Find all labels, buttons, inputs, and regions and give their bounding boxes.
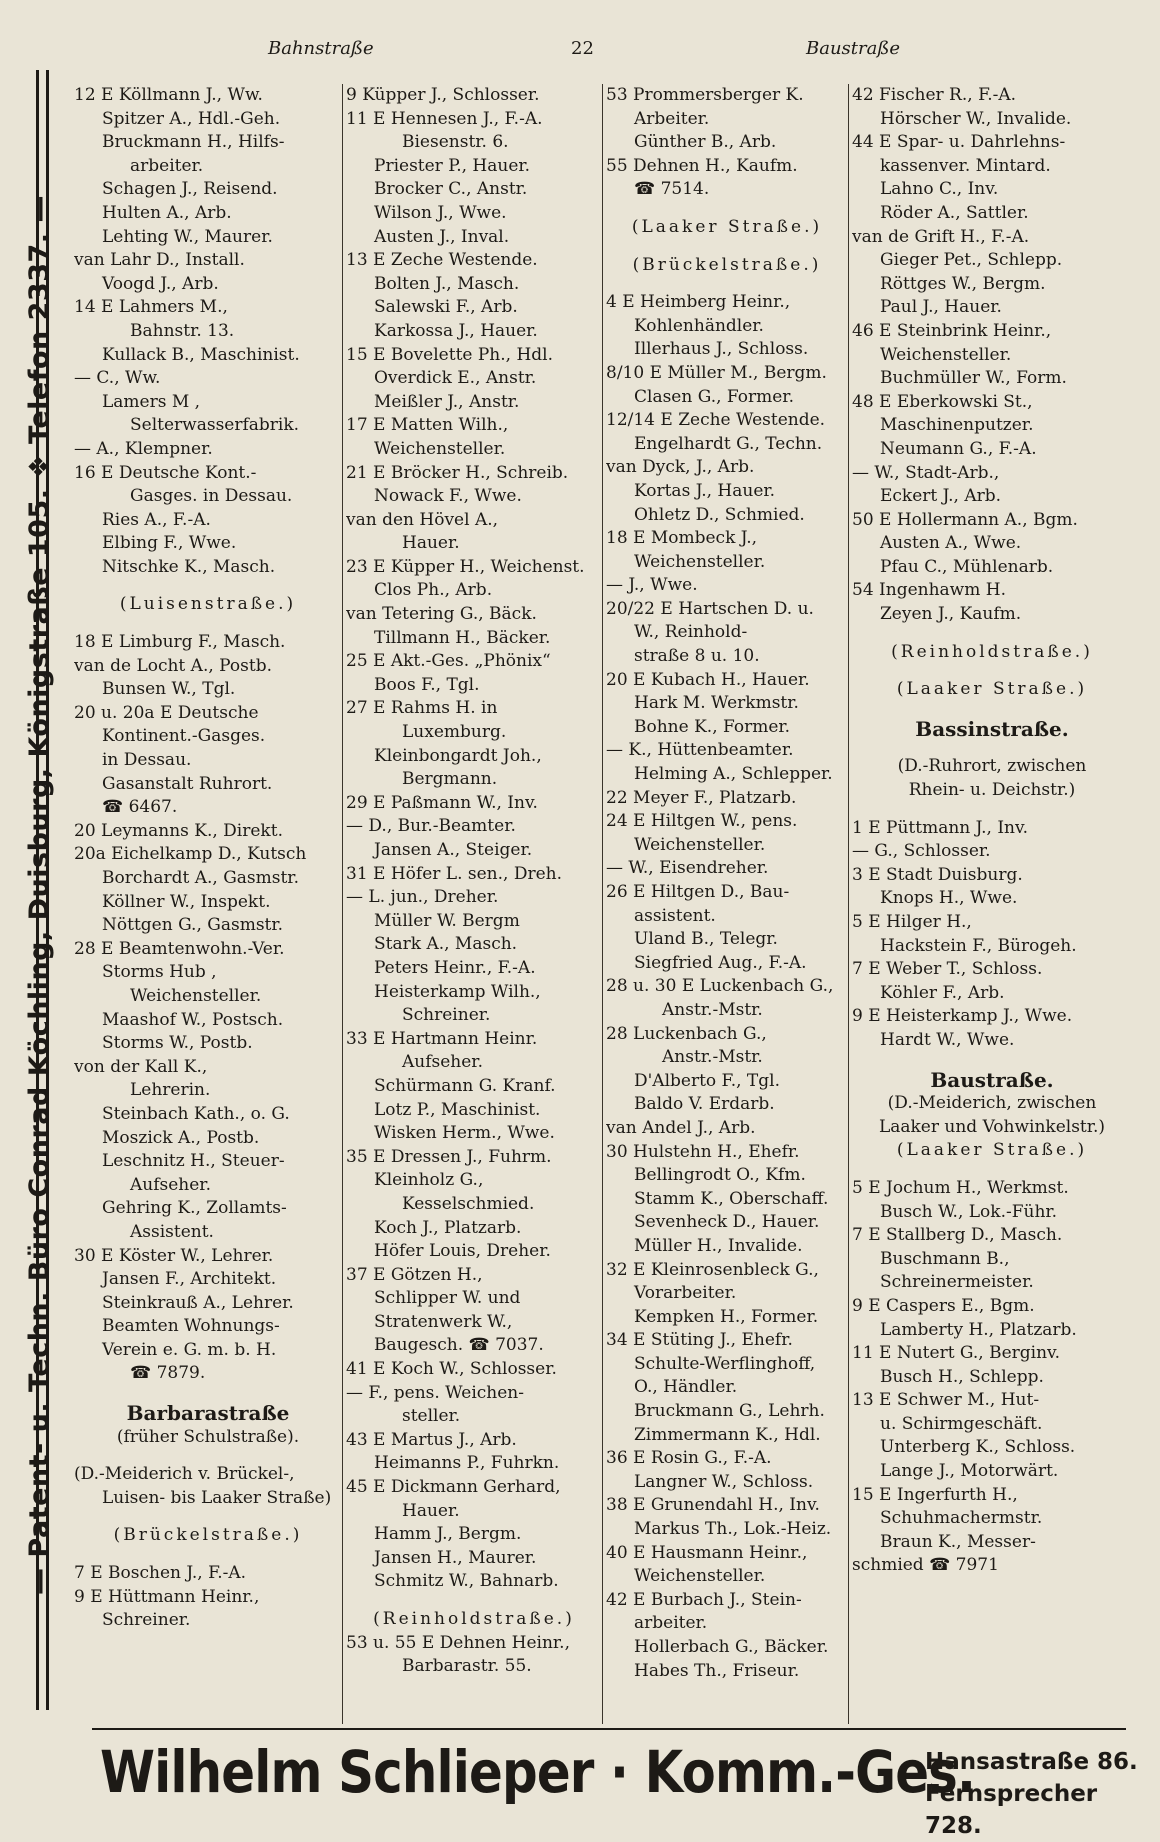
directory-entry: Bruckmann H., Hilfs-	[102, 132, 285, 153]
directory-entry: kassenver. Mintard.	[880, 155, 1051, 176]
directory-entry: 46 E Steinbrink Heinr.,	[852, 320, 1052, 341]
directory-entry: Stratenwerk W.,	[374, 1311, 513, 1332]
directory-entry: 20/22 E Hartschen D. u.	[606, 598, 814, 619]
directory-entry: Lahno C., Inv.	[880, 179, 999, 200]
directory-entry: 34 E Stüting J., Ehefr.	[606, 1330, 793, 1351]
directory-entry: Nowack F., Wwe.	[374, 486, 522, 507]
column-divider	[342, 84, 343, 1724]
directory-entry: Boos F., Tgl.	[374, 674, 480, 695]
directory-entry: — K., Hüttenbeamter.	[606, 740, 794, 761]
directory-entry: Spitzer A., Hdl.-Geh.	[102, 108, 281, 129]
entry-spacer	[606, 240, 848, 254]
directory-entry: Hardt W., Wwe.	[880, 1029, 1015, 1050]
directory-entry: Weichensteller.	[374, 438, 506, 459]
entry-spacer	[74, 1510, 342, 1524]
directory-entry: Arbeiter.	[634, 108, 710, 129]
directory-entry: Heisterkamp Wilh.,	[374, 981, 541, 1002]
directory-entry: Storms W., Postb.	[102, 1033, 253, 1054]
directory-entry: Peters Heinr., F.-A.	[374, 957, 536, 978]
entry-spacer	[74, 1449, 342, 1463]
directory-entry: 7 E Stallberg D., Masch.	[852, 1225, 1063, 1246]
directory-entry: Jansen H., Maurer.	[374, 1547, 537, 1568]
directory-entry: van Andel J., Arb.	[606, 1117, 756, 1138]
directory-entry: Köllner W., Inspekt.	[102, 891, 271, 912]
directory-entry: 17 E Matten Wilh.,	[346, 415, 509, 436]
directory-entry: Müller H., Invalide.	[634, 1235, 803, 1256]
street-heading: Baustraße.	[930, 1067, 1054, 1092]
running-head-right: Baustraße	[806, 38, 901, 59]
entry-spacer	[852, 664, 1132, 678]
directory-entry: 23 E Küpper H., Weichenst.	[346, 556, 585, 577]
directory-entry: Kleinholz G.,	[374, 1170, 484, 1191]
directory-entry: 20a Eichelkamp D., Kutsch	[74, 844, 307, 865]
directory-entry: Hauer.	[402, 533, 460, 554]
directory-entry: Röder A., Sattler.	[880, 202, 1029, 223]
directory-entry: 33 E Hartmann Heinr.	[346, 1028, 538, 1049]
entry-spacer	[852, 1163, 1132, 1177]
directory-entry: Stark A., Masch.	[374, 934, 518, 955]
directory-entry: Lehrerin.	[130, 1080, 211, 1101]
column-divider	[602, 84, 603, 1724]
directory-entry: 11 E Nutert G., Berginv.	[852, 1343, 1061, 1364]
directory-entry: Günther B., Arb.	[634, 132, 777, 153]
directory-entry: von der Kall K.,	[74, 1056, 208, 1077]
directory-entry: — L. jun., Dreher.	[346, 887, 499, 908]
directory-entry: Schreiner.	[402, 1005, 491, 1026]
directory-entry: 53 Prommersberger K.	[606, 85, 804, 105]
directory-entry: Steinkrauß A., Lehrer.	[102, 1292, 294, 1313]
directory-entry: Clasen G., Former.	[634, 386, 794, 407]
running-head-left: Bahnstraße	[268, 38, 374, 59]
directory-entry: — F., pens. Weichen-	[346, 1382, 524, 1403]
directory-entry: 29 E Paßmann W., Inv.	[346, 792, 538, 813]
entry-spacer	[852, 741, 1132, 755]
directory-entry: Engelhardt G., Techn.	[634, 433, 823, 454]
directory-entry: 40 E Hausmann Heinr.,	[606, 1542, 808, 1563]
directory-entry: 53 u. 55 E Dehnen Heinr.,	[346, 1632, 570, 1653]
directory-entry: Salewski F., Arb.	[374, 297, 518, 318]
directory-entry: Zeyen J., Kaufm.	[880, 604, 1022, 625]
directory-entry: Helming A., Schlepper.	[634, 764, 833, 785]
directory-entry: 28 u. 30 E Luckenbach G.,	[606, 976, 834, 997]
directory-entry: 41 E Koch W., Schlosser.	[346, 1359, 557, 1380]
directory-entry: Brocker C., Anstr.	[374, 179, 528, 200]
directory-entry: 28 Luckenbach G.,	[606, 1023, 767, 1044]
directory-entry: Priester P., Hauer.	[374, 155, 531, 176]
directory-entry: 1 E Püttmann J., Inv.	[852, 817, 1029, 838]
directory-entry: Aufseher.	[402, 1052, 483, 1073]
directory-entry: schmied ☎ 7971	[852, 1555, 999, 1576]
directory-entry: Meißler J., Anstr.	[374, 391, 520, 412]
directory-entry: Moszick A., Postb.	[102, 1127, 260, 1148]
directory-entry: Luxemburg.	[402, 722, 507, 743]
directory-entry: 9 E Hüttmann Heinr.,	[74, 1586, 260, 1607]
directory-entry: Braun K., Messer-	[880, 1531, 1036, 1552]
directory-entry: Kontinent.-Gasges.	[102, 726, 266, 747]
directory-entry: Schreiner.	[102, 1610, 191, 1631]
directory-entry: Anstr.-Mstr.	[662, 999, 763, 1020]
directory-entry: 54 Ingenhawm H.	[852, 580, 1006, 601]
directory-entry: Höfer Louis, Dreher.	[374, 1241, 551, 1262]
directory-entry: Hollerbach G., Bäcker.	[634, 1637, 829, 1657]
entry-spacer	[606, 277, 848, 291]
directory-entry: Schreinermeister.	[880, 1272, 1034, 1293]
directory-entry: Schmitz W., Bahnarb.	[374, 1571, 559, 1592]
directory-entry: van de Grift H., F.-A.	[852, 226, 1030, 247]
directory-entry: Bellingrodt O., Kfm.	[634, 1165, 806, 1186]
street-note: (Laaker Straße.)	[631, 216, 823, 237]
street-note: (Brückelstraße.)	[632, 254, 822, 275]
directory-entry: — G., Schlosser.	[852, 841, 991, 862]
directory-entry: Maschinenputzer.	[880, 415, 1034, 436]
entry-spacer	[852, 1053, 1132, 1067]
directory-entry: 42 Fischer R., F.-A.	[852, 85, 1017, 105]
directory-entry: Bolten J., Masch.	[374, 273, 520, 294]
entry-spacer	[74, 617, 342, 631]
directory-entry: Röttges W., Bergm.	[880, 273, 1046, 294]
directory-entry: ☎ 6467.	[102, 797, 178, 818]
directory-entry: 12/14 E Zeche Westende.	[606, 410, 826, 431]
directory-entry: straße 8 u. 10.	[634, 646, 760, 667]
directory-entry: ☎ 7879.	[130, 1363, 206, 1384]
street-heading: Bassinstraße.	[915, 716, 1069, 741]
directory-entry: 8/10 E Müller M., Bergm.	[606, 362, 827, 383]
directory-entry: Hark M. Werkmstr.	[634, 693, 799, 714]
directory-entry: 5 E Jochum H., Werkmst.	[852, 1177, 1069, 1198]
column-1	[74, 84, 342, 1724]
directory-entry: ☎ 7514.	[634, 179, 710, 200]
directory-entry: Kleinbongardt Joh.,	[374, 745, 542, 766]
entry-spacer	[74, 1548, 342, 1562]
directory-entry: Pfau C., Mühlenarb.	[880, 556, 1054, 577]
directory-entry: Anstr.-Mstr.	[662, 1047, 763, 1068]
directory-entry: 20 u. 20a E Deutsche	[74, 702, 259, 723]
directory-entry: 15 E Ingerfurth H.,	[852, 1484, 1018, 1505]
directory-entry: Weichensteller.	[634, 1566, 766, 1587]
directory-entry: — D., Bur.-Beamter.	[346, 816, 516, 837]
entry-spacer	[852, 803, 1132, 817]
directory-entry: 26 E Hiltgen D., Bau-	[606, 882, 790, 902]
directory-entry: Bohne K., Former.	[634, 716, 791, 737]
directory-entry: Wilson J., Wwe.	[374, 202, 507, 223]
directory-entry: Weichensteller.	[634, 834, 766, 855]
directory-entry: 18 E Mombeck J.,	[606, 528, 758, 549]
street-note: (Luisenstraße.)	[119, 594, 297, 615]
directory-entry: Lotz P., Maschinist.	[374, 1099, 541, 1120]
directory-entry: Neumann G., F.-A.	[880, 438, 1037, 459]
directory-entry: Laaker und Vohwinkelstr.)	[878, 1116, 1106, 1137]
directory-entry: Schlipper W. und	[374, 1288, 521, 1309]
directory-entry: 48 E Eberkowski St.,	[852, 391, 1033, 412]
directory-entry: Zimmermann K., Hdl.	[634, 1424, 821, 1445]
directory-entry: 42 E Burbach J., Stein-	[606, 1589, 802, 1610]
directory-entry: Hauer.	[402, 1500, 460, 1521]
directory-entry: Schagen J., Reisend.	[102, 179, 278, 200]
directory-entry: u. Schirmgeschäft.	[880, 1413, 1043, 1434]
footer-advertiser: Wilhelm Schlieper · Komm.-Ges.	[100, 1738, 976, 1806]
directory-entry: Selterwasserfabrik.	[130, 415, 300, 436]
directory-entry: Habes Th., Friseur.	[634, 1660, 800, 1681]
street-heading: Barbarastraße	[126, 1401, 290, 1426]
directory-entry: Nitschke K., Masch.	[102, 556, 276, 577]
directory-entry: O., Händler.	[634, 1377, 738, 1398]
directory-entry: 37 E Götzen H.,	[346, 1264, 483, 1285]
directory-entry: Stamm K., Oberschaff.	[634, 1188, 829, 1209]
directory-entry: Lange J., Motorwärt.	[880, 1461, 1059, 1482]
directory-entry: Sevenheck D., Hauer.	[634, 1212, 820, 1233]
directory-entry: 14 E Lahmers M.,	[74, 297, 228, 318]
column-4	[852, 84, 1132, 1724]
directory-entry: 18 E Limburg F., Masch.	[74, 632, 286, 653]
directory-entry: 30 E Köster W., Lehrer.	[74, 1245, 274, 1266]
directory-entry: — A., Klempner.	[74, 438, 213, 459]
footer-address	[925, 1746, 1160, 1842]
entry-spacer	[852, 702, 1132, 716]
directory-entry: 9 E Heisterkamp J., Wwe.	[852, 1006, 1073, 1027]
directory-entry: Hörscher W., Invalide.	[880, 108, 1072, 129]
directory-entry: Gieger Pet., Schlepp.	[880, 250, 1063, 271]
directory-entry: Müller W. Bergm	[374, 910, 520, 931]
directory-entry: 16 E Deutsche Kont.-	[74, 462, 257, 483]
directory-entry: Köhler F., Arb.	[880, 982, 1005, 1003]
directory-entry: 11 E Hennesen J., F.-A.	[346, 108, 543, 129]
directory-entry: 7 E Weber T., Schloss.	[852, 959, 1043, 980]
directory-entry: Ries A., F.-A.	[102, 509, 211, 530]
column-divider	[848, 84, 849, 1724]
directory-entry: Verein e. G. m. b. H.	[102, 1339, 277, 1360]
directory-entry: Kempken H., Former.	[634, 1306, 819, 1327]
directory-entry: D'Alberto F., Tgl.	[634, 1070, 780, 1091]
directory-entry: Assistent.	[130, 1221, 214, 1242]
directory-entry: Koch J., Platzarb.	[374, 1217, 522, 1238]
directory-entry: Ohletz D., Schmied.	[634, 504, 805, 525]
directory-entry: arbeiter.	[130, 155, 204, 176]
directory-entry: Barbarastr. 55.	[402, 1656, 532, 1677]
directory-entry: Lamers M ,	[102, 391, 201, 412]
directory-entry: Gasges. in Dessau.	[130, 486, 293, 507]
directory-entry: Buschmann B.,	[880, 1248, 1010, 1269]
directory-entry: 7 E Boschen J., F.-A.	[74, 1563, 247, 1584]
directory-entry: Busch H., Schlepp.	[880, 1366, 1044, 1387]
directory-entry: 5 E Hilger H.,	[852, 912, 972, 932]
directory-entry: 13 E Schwer M., Hut-	[852, 1390, 1040, 1411]
sidebar-advertisement-text: — Patent- u. Techn. Büro Conrad Köchling, Duisburg, Königstraße 105. ❖ Telefon 2337. —	[24, 195, 55, 1595]
footer-phone: Fernsprecher 728.	[925, 1781, 1098, 1839]
directory-entry: Kohlenhändler.	[634, 315, 764, 336]
column-3	[606, 84, 848, 1724]
directory-entry: Biesenstr. 6.	[402, 132, 509, 153]
directory-entry: van Tetering G., Bäck.	[346, 604, 537, 625]
directory-entry: 50 E Hollermann A., Bgm.	[852, 509, 1078, 530]
directory-entry: Austen A., Wwe.	[880, 533, 1022, 554]
directory-entry: Aufseher.	[130, 1174, 211, 1195]
street-note: (D.-Ruhrort, zwischen	[897, 756, 1087, 777]
street-note: (Laaker Straße.)	[896, 679, 1088, 700]
directory-entry: Kesselschmied.	[402, 1193, 535, 1214]
sidebar-advertisement	[0, 60, 74, 1720]
directory-entry: 31 E Höfer L. sen., Dreh.	[346, 863, 563, 884]
entry-spacer	[74, 1386, 342, 1400]
directory-entry: 13 E Zeche Westende.	[346, 250, 538, 271]
directory-entry: 12 E Köllmann J., Ww.	[74, 85, 263, 105]
street-note: (Brückelstraße.)	[113, 1525, 303, 1546]
directory-entry: 9 Küpper J., Schlosser.	[346, 85, 540, 105]
directory-entry: Karkossa J., Hauer.	[374, 320, 538, 341]
directory-entry: Storms Hub ,	[102, 962, 217, 983]
entry-spacer	[74, 579, 342, 593]
directory-entry: in Dessau.	[102, 750, 192, 771]
directory-entry: Unterberg K., Schloss.	[880, 1437, 1076, 1458]
directory-entry: Langner W., Schloss.	[634, 1471, 814, 1492]
directory-entry: Lamberty H., Platzarb.	[880, 1319, 1077, 1340]
entry-spacer	[852, 627, 1132, 641]
directory-entry: Uland B., Telegr.	[634, 929, 778, 950]
directory-entry: Hulten A., Arb.	[102, 202, 232, 223]
directory-entry: Voogd J., Arb.	[102, 273, 219, 294]
directory-entry: Rhein- u. Deichstr.)	[908, 780, 1076, 801]
directory-entry: — C., Ww.	[74, 368, 161, 389]
directory-entry: 45 E Dickmann Gerhard,	[346, 1477, 561, 1498]
directory-entry: Bruckmann G., Lehrh.	[634, 1401, 825, 1422]
directory-entry: arbeiter.	[634, 1613, 708, 1634]
directory-entry: Baldo V. Erdarb.	[634, 1094, 775, 1115]
directory-entry: steller.	[402, 1406, 461, 1427]
directory-entry: Tillmann H., Bäcker.	[374, 627, 551, 648]
street-note: (früher Schulstraße).	[116, 1426, 300, 1447]
directory-entry: 15 E Bovelette Ph., Hdl.	[346, 344, 554, 365]
directory-entry: W., Reinhold-	[634, 622, 748, 643]
footer-rule	[92, 1728, 1126, 1730]
directory-entry: Buchmüller W., Form.	[880, 368, 1067, 389]
directory-entry: Wisken Herm., Wwe.	[374, 1123, 555, 1144]
directory-entry: Siegfried Aug., F.-A.	[634, 952, 807, 973]
directory-entry: Beamten Wohnungs-	[102, 1316, 280, 1337]
directory-entry: van de Locht A., Postb.	[74, 655, 272, 676]
directory-entry: 25 E Akt.-Ges. „Phönix“	[346, 651, 551, 672]
directory-entry: van Dyck, J., Arb.	[606, 457, 755, 478]
directory-entry: Kullack B., Maschinist.	[102, 344, 300, 365]
directory-entry: — W., Stadt-Arb.,	[852, 462, 1000, 483]
directory-entry: Kortas J., Hauer.	[634, 480, 776, 501]
directory-entry: 28 E Beamtenwohn.-Ver.	[74, 938, 285, 959]
directory-entry: 36 E Rosin G., F.-A.	[606, 1448, 772, 1469]
directory-entry: 3 E Stadt Duisburg.	[852, 864, 1023, 885]
directory-entry: Gasanstalt Ruhrort.	[102, 773, 273, 794]
directory-entry: Busch W., Lok.-Führ.	[880, 1201, 1058, 1222]
directory-entry: Steinbach Kath., o. G.	[102, 1103, 290, 1124]
street-note: (Laaker Straße.)	[896, 1140, 1088, 1161]
directory-entry: Markus Th., Lok.-Heiz.	[634, 1519, 832, 1540]
footer-street: Hansastraße 86.	[925, 1749, 1138, 1775]
page-number: 22	[571, 38, 594, 59]
directory-entry: Jansen A., Steiger.	[374, 840, 533, 860]
directory-entry: Paul J., Hauer.	[880, 297, 1002, 318]
directory-entry: Schuhmachermstr.	[880, 1508, 1043, 1529]
directory-entry: Vorarbeiter.	[634, 1283, 737, 1304]
street-note: (Reinholdstraße.)	[373, 1609, 575, 1629]
directory-entry: van den Hövel A.,	[346, 509, 499, 530]
column-2	[346, 84, 602, 1724]
directory-entry: 9 E Caspers E., Bgm.	[852, 1295, 1035, 1316]
directory-entry: van Lahr D., Install.	[74, 250, 245, 271]
directory-entry: Jansen F., Architekt.	[102, 1269, 277, 1290]
directory-entry: 20 E Kubach H., Hauer.	[606, 669, 810, 690]
directory-entry: Eckert J., Arb.	[880, 486, 1002, 507]
directory-entry: Luisen- bis Laaker Straße)	[102, 1487, 332, 1508]
entry-spacer	[606, 202, 848, 216]
street-note: (Reinholdstraße.)	[891, 641, 1093, 662]
directory-entry: 27 E Rahms H. in	[346, 698, 498, 719]
directory-entry: Hackstein F., Bürogeh.	[880, 935, 1077, 956]
directory-entry: Borchardt A., Gasmstr.	[102, 868, 299, 888]
directory-entry: 55 Dehnen H., Kaufm.	[606, 155, 798, 176]
directory-entry: Gehring K., Zollamts-	[102, 1198, 287, 1219]
directory-entry: — W., Eisendreher.	[606, 858, 769, 879]
directory-entry: 35 E Dressen J., Fuhrm.	[346, 1146, 552, 1167]
directory-entry: 24 E Hiltgen W., pens.	[606, 811, 798, 832]
directory-entry: 4 E Heimberg Heinr.,	[606, 292, 791, 313]
directory-entry: 44 E Spar- u. Dahrlehns-	[852, 132, 1066, 153]
directory-entry: Knops H., Wwe.	[880, 888, 1018, 909]
directory-entry: Weichensteller.	[880, 344, 1012, 365]
directory-entry: 43 E Martus J., Arb.	[346, 1429, 517, 1450]
directory-entry: 30 Hulstehn H., Ehefr.	[606, 1141, 800, 1162]
directory-entry: Bahnstr. 13.	[130, 320, 235, 341]
directory-entry: Schürmann G. Kranf.	[374, 1075, 556, 1096]
directory-entry: Nöttgen G., Gasmstr.	[102, 915, 284, 936]
directory-entry: — J., Wwe.	[606, 575, 698, 596]
directory-entry: 20 Leymanns K., Direkt.	[74, 820, 283, 841]
directory-entry: Hamm J., Bergm.	[374, 1524, 522, 1545]
directory-entry: Elbing F., Wwe.	[102, 533, 237, 554]
directory-entry: Baugesch. ☎ 7037.	[374, 1335, 544, 1356]
street-note: (D.-Meiderich, zwischen	[887, 1093, 1097, 1114]
directory-entry: Weichensteller.	[130, 985, 262, 1006]
directory-entry: Bunsen W., Tgl.	[102, 679, 236, 700]
directory-entry: assistent.	[634, 905, 716, 926]
directory-entry: 21 E Bröcker H., Schreib.	[346, 462, 569, 483]
directory-entry: Overdick E., Anstr.	[374, 368, 537, 389]
directory-entry: 38 E Grunendahl H., Inv.	[606, 1495, 820, 1516]
directory-entry: Schulte-Werflinghoff,	[634, 1353, 816, 1374]
directory-entry: 22 Meyer F., Platzarb.	[606, 787, 797, 808]
directory-entry: 32 E Kleinrosenbleck G.,	[606, 1259, 819, 1280]
directory-entry: Heimanns P., Fuhrkn.	[374, 1453, 560, 1474]
directory-entry: Illerhaus J., Schloss.	[634, 339, 809, 360]
street-note: (D.-Meiderich v. Brückel-,	[74, 1464, 295, 1485]
directory-entry: Clos Ph., Arb.	[374, 580, 493, 601]
directory-entry: Lehting W., Maurer.	[102, 226, 273, 247]
directory-entry: Weichensteller.	[634, 551, 766, 572]
directory-entry: Bergmann.	[402, 769, 498, 790]
directory-entry: Leschnitz H., Steuer-	[102, 1151, 285, 1172]
directory-entry: Maashof W., Postsch.	[102, 1009, 284, 1030]
directory-entry: Austen J., Inval.	[374, 226, 510, 247]
entry-spacer	[346, 1594, 602, 1608]
